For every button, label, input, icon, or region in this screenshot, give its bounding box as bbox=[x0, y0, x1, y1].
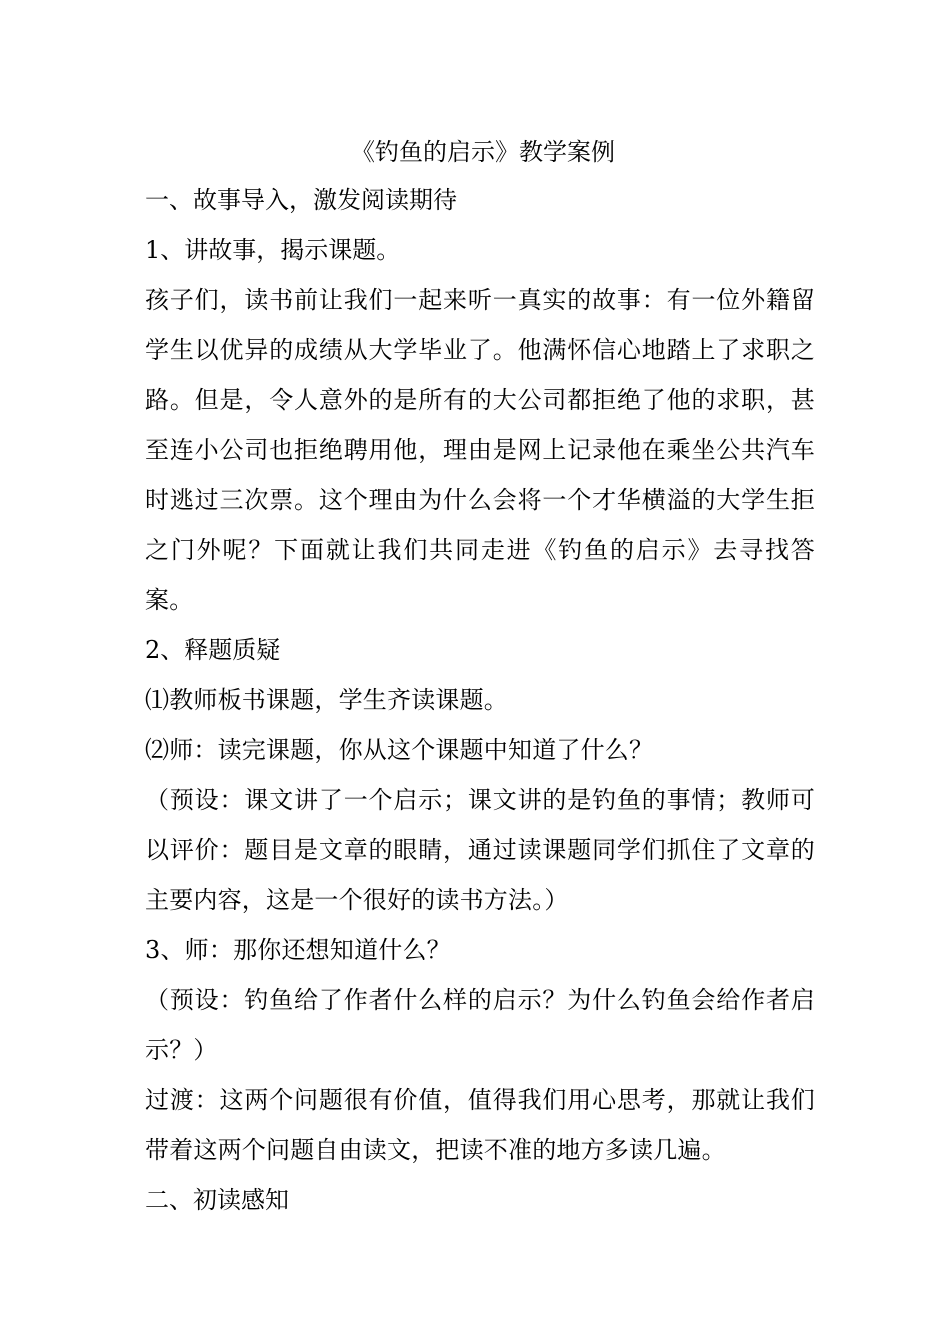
paragraph-story: 孩子们，读书前让我们一起来听一真实的故事：有一位外籍留学生以优异的成绩从大学毕业了。他满怀信心地踏上了求职之路。但是，令人意外的是所有的大公司都拒绝了他的求职，甚至连小公司也拒绝聘用他，理由是网上记录他在乘坐公共汽车时逃过三次票。这个理由为什么会将一个才华横溢的大学生拒之门外呢？下面就让我们共同走进《钓鱼的启示》去寻找答案。 bbox=[145, 286, 815, 614]
paragraph-preset-2: （预设：钓鱼给了作者什么样的启示？为什么钓鱼会给作者启示？） bbox=[145, 986, 815, 1064]
document-body bbox=[145, 129, 815, 1225]
paragraph-question-3: 3、师：那你还想知道什么？ bbox=[145, 936, 451, 964]
subsection-heading-explain-title: 2、释题质疑 bbox=[145, 636, 281, 664]
subsection-heading-tell-story: 1、讲故事，揭示课题。 bbox=[145, 236, 401, 264]
section-heading-story-intro: 一、故事导入，激发阅读期待 bbox=[145, 186, 457, 214]
document-title: 《钓鱼的启示》教学案例 bbox=[351, 138, 615, 166]
paragraph-step-1: ⑴教师板书课题，学生齐读课题。 bbox=[145, 686, 508, 714]
paragraph-preset-1: （预设：课文讲了一个启示；课文讲的是钓鱼的事情；教师可以评价：题目是文章的眼睛，通过读课题同学们抓住了文章的主要内容，这是一个很好的读书方法。） bbox=[145, 786, 815, 914]
paragraph-transition: 过渡：这两个问题很有价值，值得我们用心思考，那就让我们带着这两个问题自由读文，把读不准的地方多读几遍。 bbox=[145, 1086, 815, 1164]
section-heading-first-reading: 二、初读感知 bbox=[145, 1186, 289, 1214]
paragraph-step-2: ⑵师：读完课题，你从这个课题中知道了什么？ bbox=[145, 736, 654, 764]
